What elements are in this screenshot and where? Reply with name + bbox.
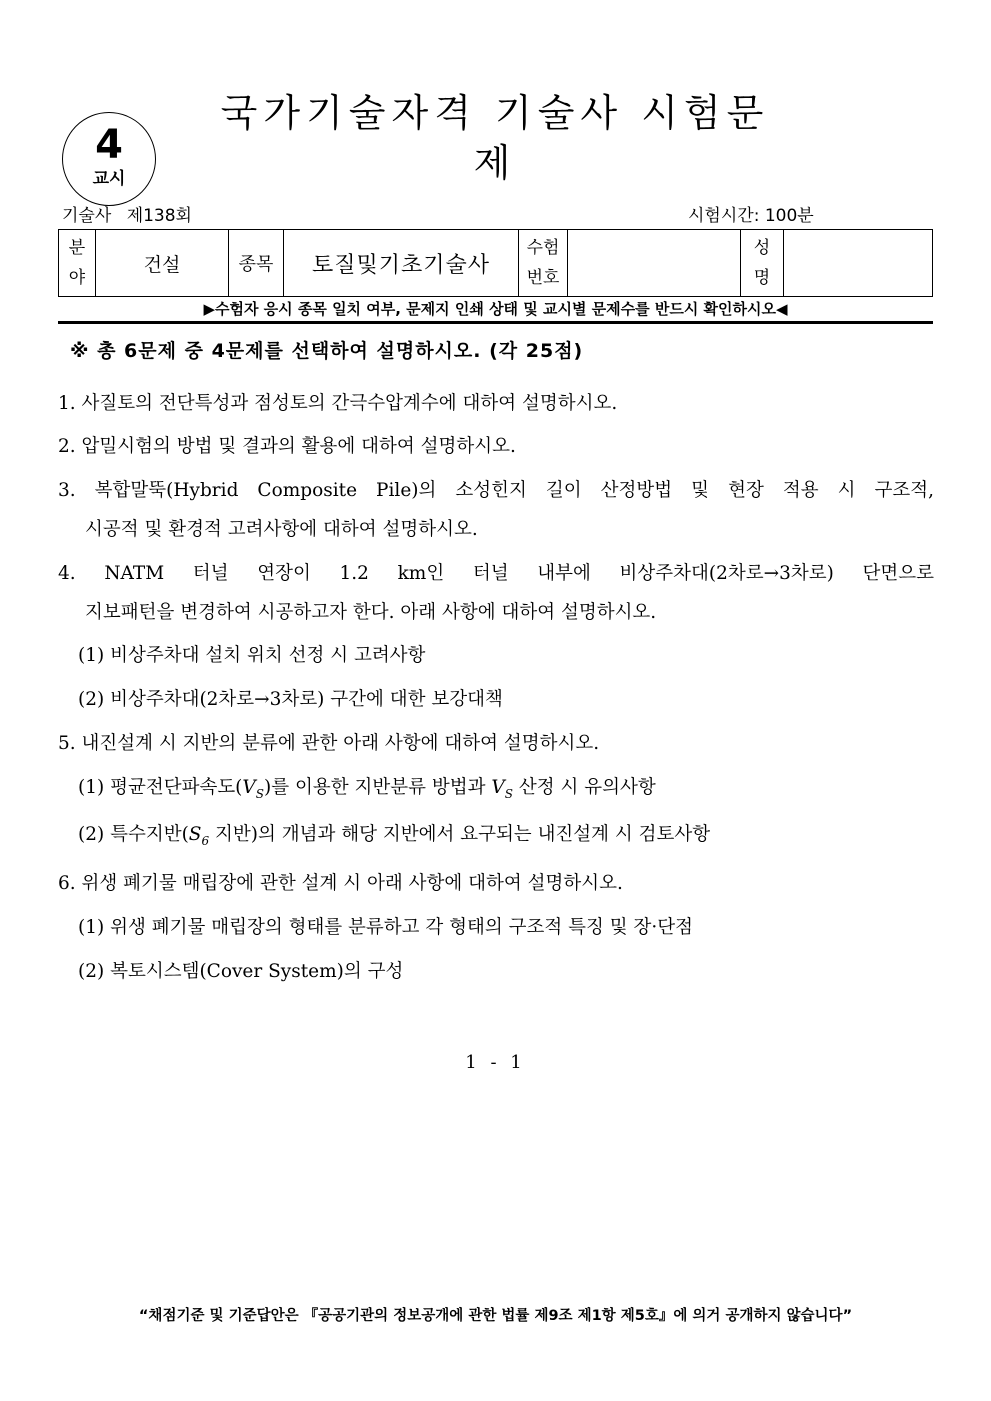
exam-duration: 시험시간: 100분 bbox=[688, 206, 814, 226]
page-title: 국가기술자격 기술사 시험문제 bbox=[220, 91, 770, 185]
question-3-line-2: 시공적 및 환경적 고려사항에 대하여 설명하시오. bbox=[85, 519, 478, 540]
special-ground-symbol: S bbox=[188, 824, 202, 845]
question-5-sub-1-text-b: )를 이용한 지반분류 방법과 bbox=[264, 777, 492, 798]
field-value: 건설 bbox=[96, 230, 229, 297]
period-badge bbox=[62, 112, 156, 206]
question-5-sub-1-text-c: 산정 시 유의사항 bbox=[512, 777, 656, 798]
period-number: 4 bbox=[95, 122, 123, 168]
instruction: ※ 총 6문제 중 4문제를 선택하여 설명하시오. (각 25점) bbox=[70, 340, 584, 362]
shear-wave-velocity-subscript-2: S bbox=[504, 787, 513, 801]
special-ground-subscript: 6 bbox=[201, 834, 210, 848]
question-5-sub-1 bbox=[78, 775, 656, 802]
shear-wave-velocity-subscript: S bbox=[255, 787, 265, 801]
question-5-sub-2-text-b: 지반)의 개념과 해당 지반에서 요구되는 내진설계 시 검토사항 bbox=[209, 824, 711, 845]
category-label: 종목 bbox=[229, 230, 284, 297]
shear-wave-velocity-symbol: V bbox=[242, 777, 256, 798]
question-4-sub-2: (2) 비상주차대(2차로→3차로) 구간에 대한 보강대책 bbox=[78, 689, 503, 710]
shear-wave-velocity-symbol-2: V bbox=[491, 777, 505, 798]
question-1: 1. 사질토의 전단특성과 점성토의 간극수압계수에 대하여 설명하시오. bbox=[58, 393, 618, 414]
exam-number-label-top: 수험 bbox=[526, 238, 560, 258]
question-4-sub-1: (1) 비상주차대 설치 위치 선정 시 고려사항 bbox=[78, 645, 426, 666]
name-label-top: 성 bbox=[753, 238, 771, 258]
footer-notice: “채점기준 및 기준답안은 『공공기관의 정보공개에 관한 법률 제9조 제1항 제5호』에 의거 공개하지 않습니다” bbox=[138, 1308, 853, 1324]
exam-number-label-cell bbox=[519, 230, 568, 297]
page-number: 1 - 1 bbox=[465, 1052, 526, 1073]
question-4 bbox=[58, 561, 934, 587]
period-unit: 교시 bbox=[92, 169, 126, 189]
field-label: 분 야 bbox=[68, 238, 86, 288]
name-label-cell bbox=[741, 230, 784, 297]
question-5-sub-1-text-a: (1) 평균전단파속도( bbox=[78, 777, 243, 798]
question-4-line-1: 4. NATM 터널 연장이 1.2 km인 터널 내부에 비상주차대(2차로→3차로) 단면으로 bbox=[58, 563, 934, 584]
field-label-cell bbox=[59, 230, 96, 297]
question-4-line-2: 지보패턴을 변경하여 시공하고자 한다. 아래 사항에 대하여 설명하시오. bbox=[85, 602, 657, 623]
question-6-sub-1: (1) 위생 폐기물 매립장의 형태를 분류하고 각 형태의 구조적 특징 및 장·단점 bbox=[78, 917, 694, 938]
question-5: 5. 내진설계 시 지반의 분류에 관한 아래 사항에 대하여 설명하시오. bbox=[58, 733, 600, 754]
name-label-bottom: 명 bbox=[753, 268, 771, 288]
question-6-sub-2: (2) 복토시스템(Cover System)의 구성 bbox=[78, 961, 404, 982]
question-5-sub-2 bbox=[78, 822, 710, 849]
session-info bbox=[62, 205, 202, 227]
divider bbox=[58, 321, 933, 324]
exam-number-label-bottom: 번호 bbox=[526, 268, 560, 288]
exam-number-field[interactable] bbox=[568, 230, 741, 297]
session-number: 제138회 bbox=[126, 206, 192, 226]
notice: ▶수험자 응시 종목 일치 여부, 문제지 인쇄 상태 및 교시별 문제수를 반드시 확인하시오◀ bbox=[203, 300, 788, 318]
session-label: 기술사 bbox=[62, 206, 112, 226]
question-6: 6. 위생 폐기물 매립장에 관한 설계 시 아래 사항에 대하여 설명하시오. bbox=[58, 873, 623, 894]
question-5-sub-2-text-a: (2) 특수지반( bbox=[78, 824, 189, 845]
question-3 bbox=[58, 478, 934, 504]
question-2: 2. 압밀시험의 방법 및 결과의 활용에 대하여 설명하시오. bbox=[58, 436, 516, 457]
exam-info-table bbox=[58, 229, 933, 297]
question-3-line-1: 3. 복합말뚝(Hybrid Composite Pile)의 소성힌지 길이 산정방법 및 현장 적용 시 구조적, bbox=[58, 480, 934, 501]
name-field[interactable] bbox=[784, 230, 933, 297]
category-value: 토질및기초기술사 bbox=[284, 230, 519, 297]
